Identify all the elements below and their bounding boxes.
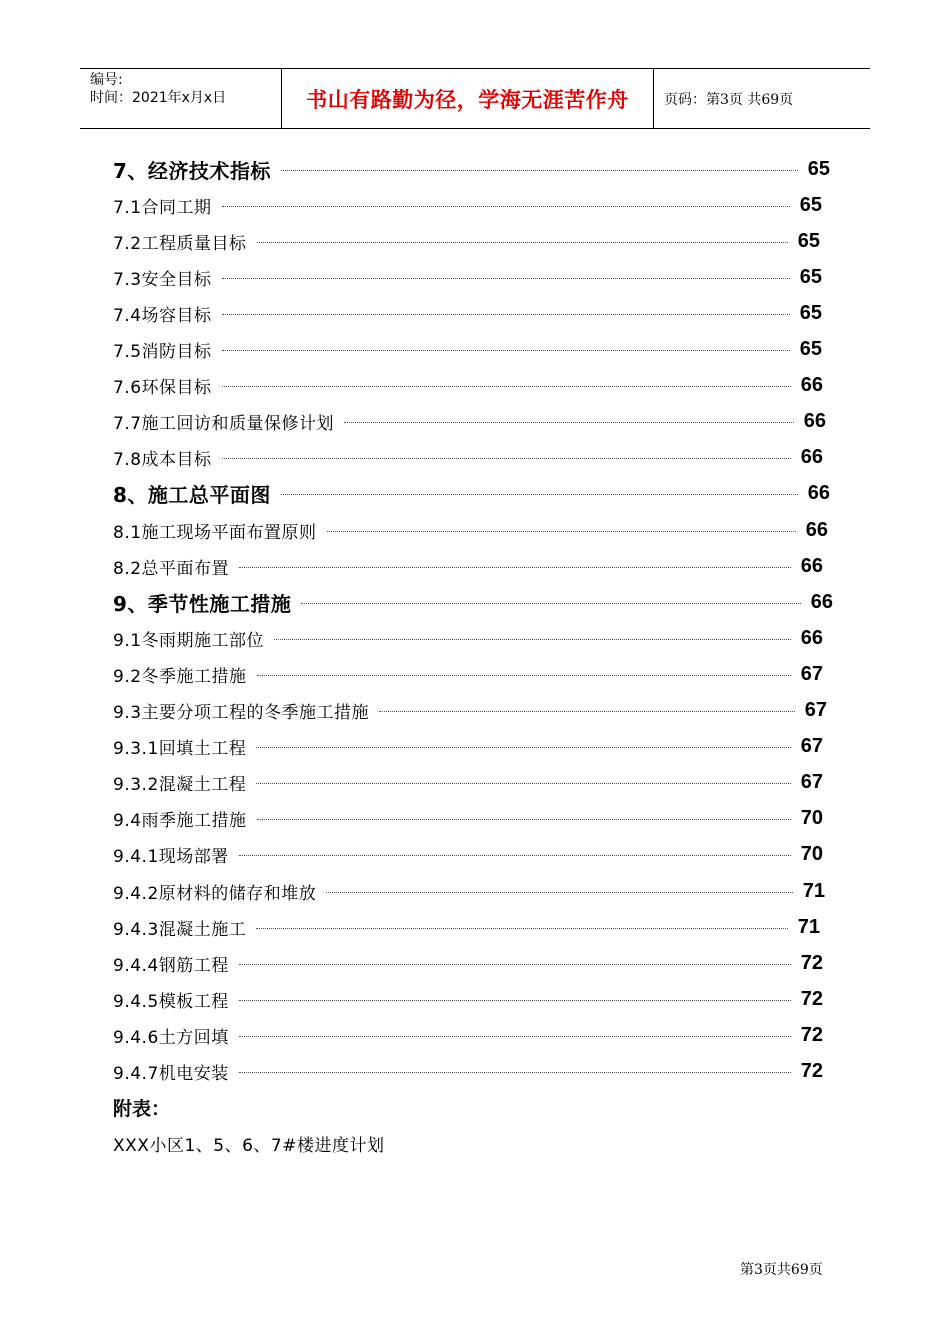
toc-leader-dots bbox=[222, 314, 790, 315]
toc-entry[interactable] bbox=[113, 151, 830, 187]
toc-entry-page: 65 bbox=[799, 301, 822, 324]
toc-leader-dots bbox=[256, 747, 790, 748]
toc-leader-dots bbox=[239, 964, 791, 965]
toc-entry-page: 65 bbox=[799, 338, 822, 360]
toc-entry-label: 7.8成本目标 bbox=[113, 450, 212, 471]
header-meta bbox=[80, 69, 282, 128]
toc-entry-page: 66 bbox=[805, 518, 828, 541]
toc-entry-page: 66 bbox=[803, 410, 826, 433]
toc-entry[interactable] bbox=[113, 945, 823, 981]
toc-leader-dots bbox=[301, 603, 800, 604]
page-header bbox=[80, 68, 870, 129]
toc-entry[interactable] bbox=[113, 584, 833, 620]
toc-entry-label: 8、施工总平面图 bbox=[113, 483, 271, 508]
appendix-item: XXX小区1、5、6、7#楼进度计划 bbox=[113, 1136, 385, 1156]
toc-entry[interactable] bbox=[113, 801, 823, 837]
toc-entry-label: 9.3.1回填土工程 bbox=[113, 739, 247, 760]
toc-leader-dots bbox=[222, 458, 791, 459]
toc-entry-page: 72 bbox=[800, 1060, 823, 1082]
toc-leader-dots bbox=[239, 855, 791, 856]
toc-leader-dots bbox=[256, 928, 787, 929]
toc-entry-label: 9.4.4钢筋工程 bbox=[113, 955, 229, 976]
toc-entry[interactable] bbox=[113, 620, 823, 656]
toc-leader-dots bbox=[239, 567, 791, 568]
toc-leader-dots bbox=[257, 819, 791, 820]
toc-entry-label: 9.4.2原材料的储存和堆放 bbox=[113, 883, 317, 904]
toc-entry[interactable] bbox=[113, 368, 823, 404]
header-page-info: 页码：第3页 共69页 bbox=[664, 91, 794, 108]
toc-entry-label: 8.2总平面布置 bbox=[113, 558, 230, 579]
appendix-title: 附表： bbox=[113, 1098, 171, 1120]
toc-entry-label: 9.4.3混凝土施工 bbox=[113, 919, 247, 940]
toc-entry-page: 70 bbox=[800, 807, 823, 830]
toc-entry-label: 9.4.7机电安装 bbox=[113, 1064, 229, 1084]
toc-leader-dots bbox=[379, 711, 795, 712]
toc-entry-label: 9.2冬季施工措施 bbox=[113, 666, 247, 687]
toc-entry[interactable] bbox=[113, 873, 825, 909]
toc-entry-label: 9.4.1现场部署 bbox=[113, 847, 229, 868]
toc-entry[interactable] bbox=[113, 656, 823, 692]
header-motto: 书山有路勤为径，学海无涯苦作舟 bbox=[282, 69, 654, 128]
toc-entry-label: 9.3.2混凝土工程 bbox=[113, 775, 247, 796]
toc-entry-page: 65 bbox=[799, 265, 822, 288]
toc-entry[interactable] bbox=[113, 1054, 823, 1090]
toc-leader-dots bbox=[239, 1000, 791, 1001]
toc-entry-page: 72 bbox=[800, 1023, 823, 1046]
page-footer: 第3页共69页 bbox=[740, 1262, 823, 1278]
toc-entry-page: 65 bbox=[807, 157, 830, 180]
toc-entry-page: 72 bbox=[800, 987, 823, 1010]
toc-entry-page: 66 bbox=[800, 446, 823, 469]
toc-entry-label: 9、季节性施工措施 bbox=[113, 591, 292, 616]
toc-entry-label: 9.3主要分项工程的冬季施工措施 bbox=[113, 703, 370, 723]
toc-leader-dots bbox=[256, 783, 790, 784]
toc-entry-label: 9.4.6土方回填 bbox=[113, 1027, 229, 1048]
toc-entry[interactable] bbox=[113, 295, 822, 331]
toc-entry-page: 65 bbox=[797, 229, 820, 252]
toc-leader-dots bbox=[222, 386, 791, 387]
toc-leader-dots bbox=[326, 892, 792, 893]
toc-leader-dots bbox=[281, 170, 798, 171]
toc-entry-page: 67 bbox=[800, 771, 823, 794]
toc-entry-page: 66 bbox=[800, 626, 823, 649]
toc-entry-page: 67 bbox=[800, 735, 823, 758]
toc-entry-page: 70 bbox=[800, 843, 823, 866]
toc-leader-dots bbox=[344, 422, 794, 423]
toc-entry-page: 67 bbox=[800, 662, 823, 685]
toc-entry[interactable] bbox=[113, 693, 827, 729]
toc-entry-label: 7、经济技术指标 bbox=[113, 158, 271, 183]
toc-leader-dots bbox=[274, 639, 791, 640]
toc-leader-dots bbox=[281, 494, 798, 495]
toc-entry[interactable] bbox=[113, 512, 828, 548]
toc-entry-label: 7.5消防目标 bbox=[113, 342, 212, 362]
toc-entry[interactable] bbox=[113, 729, 823, 765]
toc-entry-label: 7.4场容目标 bbox=[113, 305, 212, 326]
toc-entry-page: 66 bbox=[807, 482, 830, 505]
toc-entry-page: 66 bbox=[800, 554, 823, 577]
toc-entry-label: 9.4.5模板工程 bbox=[113, 991, 229, 1012]
toc-leader-dots bbox=[257, 242, 788, 243]
toc-entry[interactable] bbox=[113, 187, 822, 223]
toc-leader-dots bbox=[222, 278, 790, 279]
toc-entry-label: 7.7施工回访和质量保修计划 bbox=[113, 414, 335, 435]
toc-leader-dots bbox=[239, 1036, 791, 1037]
toc-leader-dots bbox=[239, 1072, 791, 1073]
toc-entry[interactable] bbox=[113, 404, 826, 440]
toc-entry-label: 8.1施工现场平面布置原则 bbox=[113, 522, 317, 543]
toc-entry-label: 7.2工程质量目标 bbox=[113, 233, 247, 254]
toc-entry-page: 66 bbox=[810, 590, 833, 613]
toc-entry-label: 9.1冬雨期施工部位 bbox=[113, 630, 265, 651]
toc-entry-page: 66 bbox=[800, 374, 823, 397]
toc-entry-page: 65 bbox=[799, 193, 822, 216]
toc-entry-label: 7.3安全目标 bbox=[113, 269, 212, 290]
toc-entry[interactable] bbox=[113, 909, 820, 945]
toc-entry-page: 71 bbox=[802, 879, 825, 902]
toc-leader-dots bbox=[222, 206, 790, 207]
document-number-label: 编号: bbox=[90, 72, 123, 88]
toc-entry-page: 67 bbox=[804, 699, 827, 721]
toc-entry[interactable] bbox=[113, 1017, 823, 1053]
toc-entry[interactable] bbox=[113, 837, 823, 873]
toc-entry-page: 72 bbox=[800, 951, 823, 974]
toc-entry[interactable] bbox=[113, 476, 830, 512]
toc-entry-label: 7.6环保目标 bbox=[113, 378, 212, 399]
toc-leader-dots bbox=[222, 350, 790, 351]
toc-leader-dots bbox=[327, 531, 796, 532]
toc-entry[interactable] bbox=[113, 765, 823, 801]
toc-entry[interactable] bbox=[113, 259, 822, 295]
toc-entry[interactable] bbox=[113, 548, 823, 584]
toc-entry-label: 7.1合同工期 bbox=[113, 197, 212, 218]
document-date: 时间：2021年x月x日 bbox=[90, 90, 227, 106]
toc-entry-label: 9.4雨季施工措施 bbox=[113, 811, 247, 832]
toc-entry[interactable] bbox=[113, 440, 823, 476]
toc-entry[interactable] bbox=[113, 332, 822, 368]
toc-leader-dots bbox=[257, 675, 791, 676]
toc-entry[interactable] bbox=[113, 981, 823, 1017]
toc-entry[interactable] bbox=[113, 223, 820, 259]
toc-entry-page: 71 bbox=[797, 915, 820, 938]
